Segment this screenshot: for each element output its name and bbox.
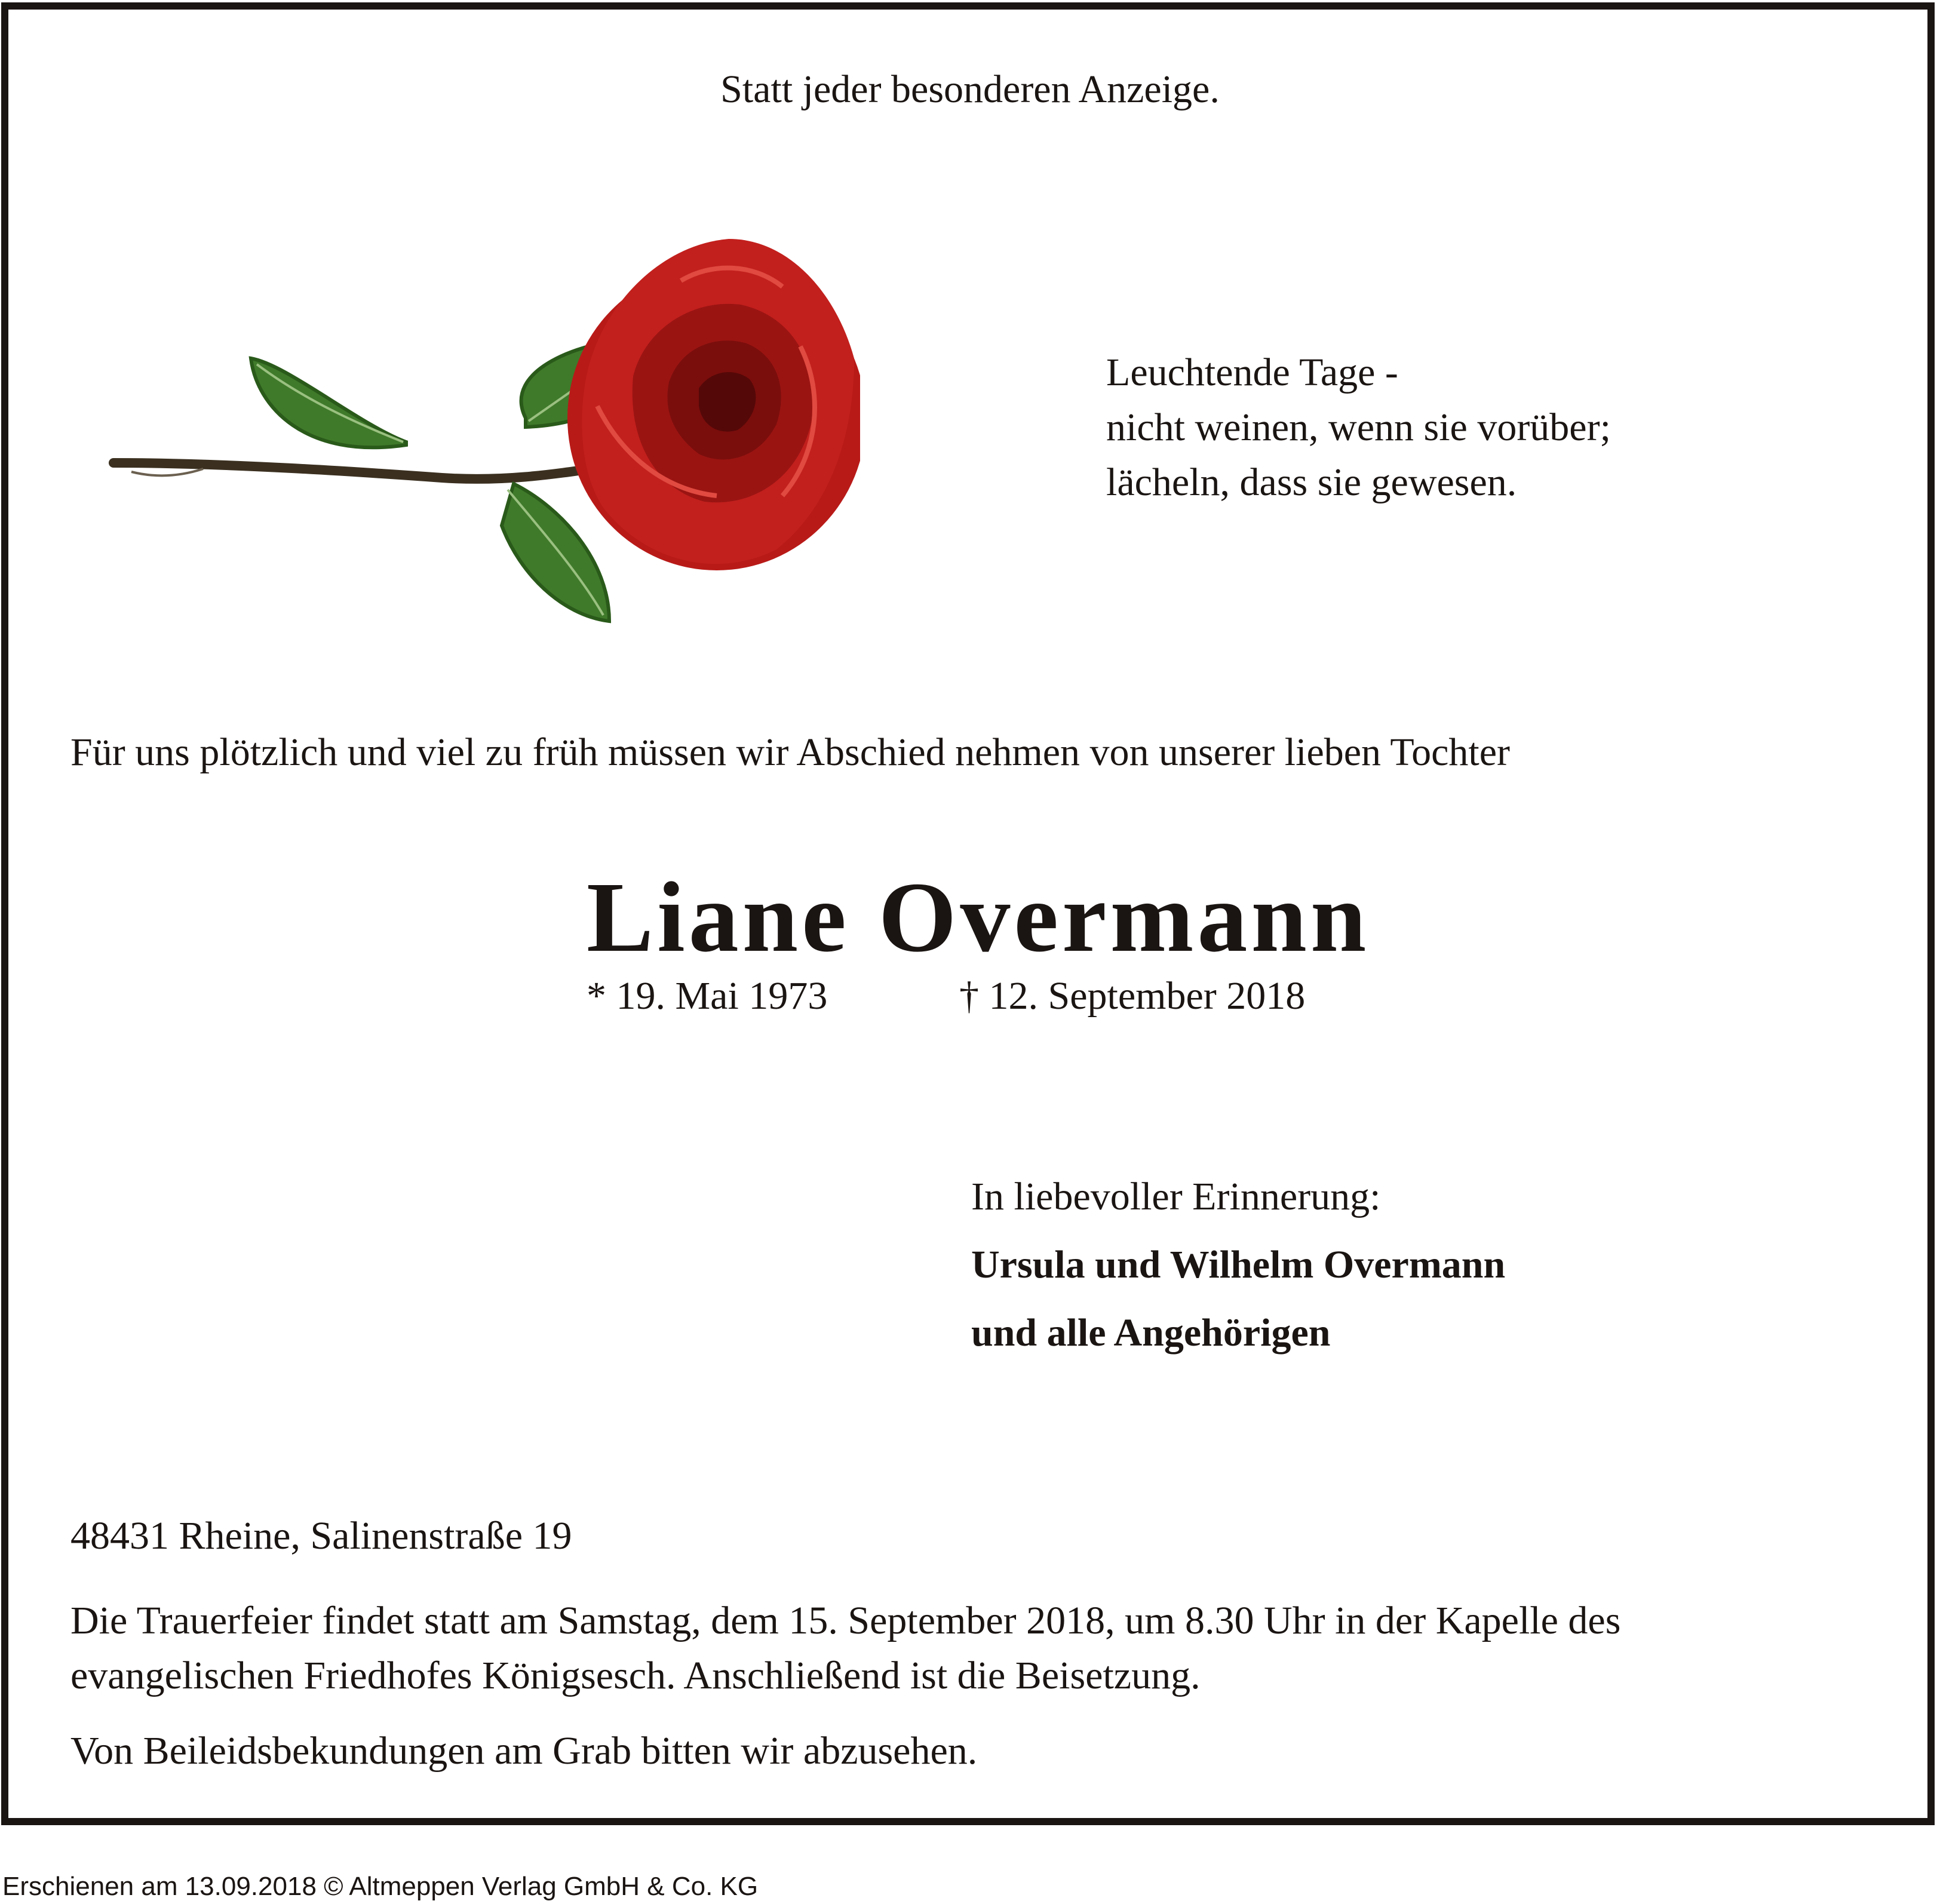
- intro-text: Für uns plötzlich und viel zu früh müssen wir Abschied nehmen von unserer lieben Tochter: [70, 730, 1510, 774]
- rose-icon: [108, 227, 860, 645]
- mourner-line: und alle Angehörigen: [971, 1311, 1331, 1355]
- poem: [1106, 345, 1611, 510]
- condolence-note: Von Beileidsbekundungen am Grab bitten wir abzusehen.: [70, 1729, 978, 1773]
- ceremony-line: Die Trauerfeier findet statt am Samstag, dem 15. September 2018, um 8.30 Uhr in der Kapelle des: [70, 1599, 1621, 1642]
- mourner-line: Ursula und Wilhelm Overmann: [971, 1243, 1506, 1286]
- memorial-intro: In liebevoller Erinnerung:: [971, 1175, 1381, 1218]
- death-date: † 12. September 2018: [959, 974, 1306, 1018]
- deceased-name: Liane Overmann: [587, 862, 1370, 973]
- ceremony-line: evangelischen Friedhofes Königsesch. Anschließend ist die Beisetzung.: [70, 1654, 1201, 1697]
- birth-date: * 19. Mai 1973: [587, 974, 828, 1018]
- notice-heading: Statt jeder besonderen Anzeige.: [720, 67, 1220, 111]
- ceremony-info: [70, 1593, 1874, 1703]
- address: 48431 Rheine, Salinenstraße 19: [70, 1514, 572, 1558]
- poem-line: lächeln, dass sie gewesen.: [1106, 460, 1517, 504]
- poem-line: Leuchtende Tage -: [1106, 351, 1398, 394]
- poem-line: nicht weinen, wenn sie vorüber;: [1106, 406, 1611, 449]
- publication-footer: Erschienen am 13.09.2018 © Altmeppen Verlag GmbH & Co. KG: [2, 1872, 759, 1901]
